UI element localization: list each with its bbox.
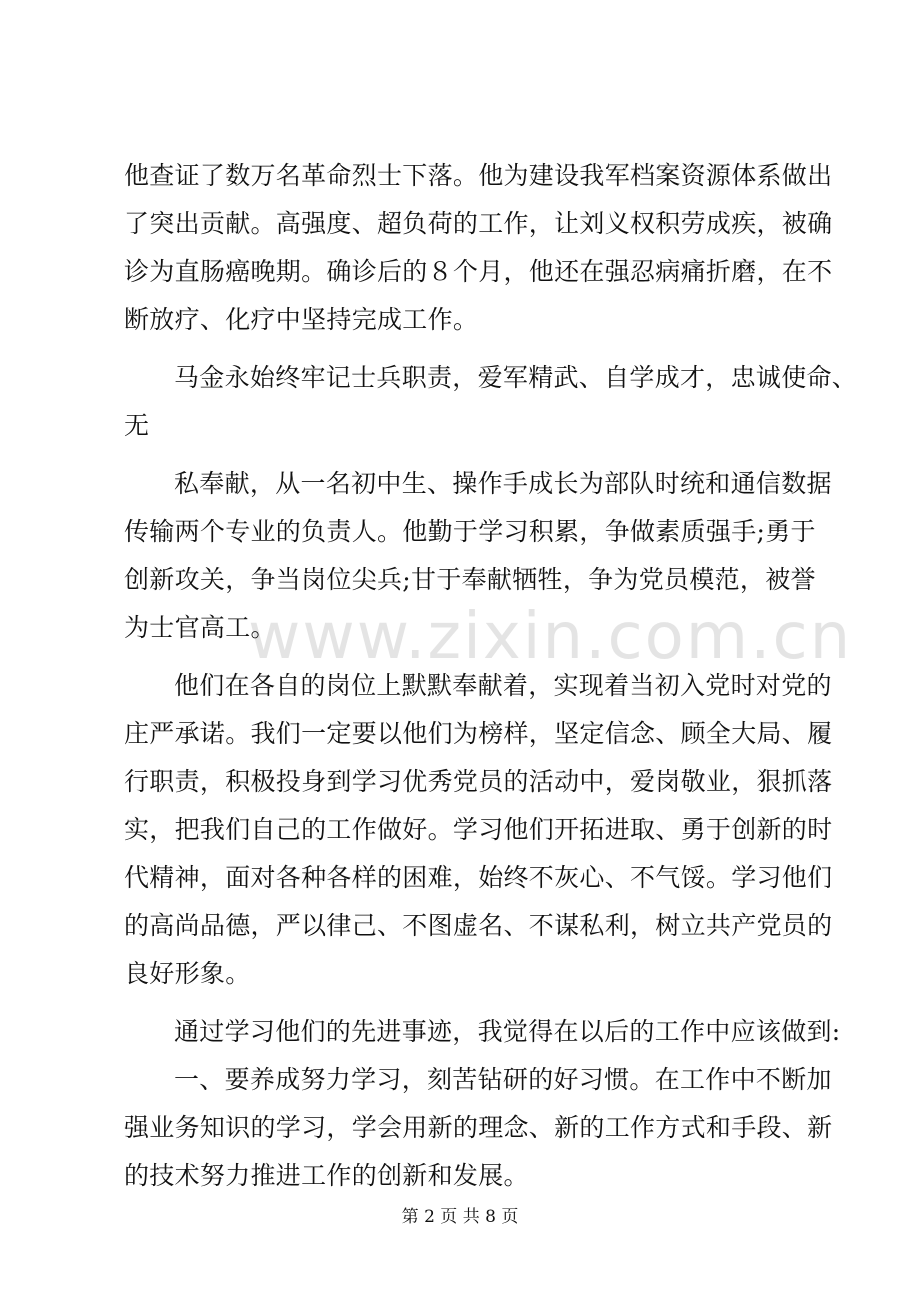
- body-line: 断放疗、化疗中坚持完成工作。: [124, 305, 479, 334]
- body-line: 实，把我们自己的工作做好。学习他们开拓进取、勇于创新的时: [124, 815, 833, 844]
- body-line: 强业务知识的学习，学会用新的理念、新的工作方式和手段、新: [124, 1113, 833, 1142]
- body-line: 良好形象。: [124, 959, 251, 988]
- body-line: 他查证了数万名革命烈士下落。他为建设我军档案资源体系做出: [124, 161, 833, 190]
- page-number-label: 第 2 页 共 8 页: [401, 1207, 519, 1227]
- body-line: 他们在各自的岗位上默默奉献着，实现着当初入党时对党的: [174, 671, 832, 700]
- watermark: www.zixin.com.cn: [248, 600, 853, 674]
- body-line: 代精神，面对各种各样的困难，始终不灰心、不气馁。学习他们: [124, 863, 833, 892]
- body-line: 马金永始终牢记士兵职责，爱军精武、自学成才，忠诚使命、: [174, 363, 858, 392]
- body-line: 创新攻关，争当岗位尖兵;甘于奉献牺牲，争为党员模范，被誉: [124, 565, 816, 594]
- body-line: 的技术努力推进工作的创新和发展。: [124, 1161, 529, 1190]
- page-footer: [0, 1202, 920, 1227]
- document-body: [124, 152, 858, 1200]
- body-line: 一、要养成努力学习，刻苦钻研的好习惯。在工作中不断加: [174, 1065, 832, 1094]
- body-line: 诊为直肠癌晚期。确诊后的８个月，他还在强忍病痛折磨，在不: [124, 257, 833, 286]
- body-line: 私奉献，从一名初中生、操作手成长为部队时统和通信数据: [174, 469, 832, 498]
- body-line: 传输两个专业的负责人。他勤于学习积累，争做素质强手;勇于: [124, 517, 816, 546]
- body-line: 庄严承诺。我们一定要以他们为榜样，坚定信念、顾全大局、履: [124, 719, 833, 748]
- body-line: 了突出贡献。高强度、超负荷的工作，让刘义权积劳成疾，被确: [124, 209, 833, 238]
- body-line: 的高尚品德，严以律己、不图虚名、不谋私利，树立共产党员的: [124, 911, 833, 940]
- body-line: 通过学习他们的先进事迹，我觉得在以后的工作中应该做到:: [174, 1017, 841, 1046]
- body-line: 无: [124, 411, 150, 440]
- body-line: 为士官高工。: [124, 613, 276, 642]
- body-line: 行职责，积极投身到学习优秀党员的活动中，爱岗敬业，狠抓落: [124, 767, 833, 796]
